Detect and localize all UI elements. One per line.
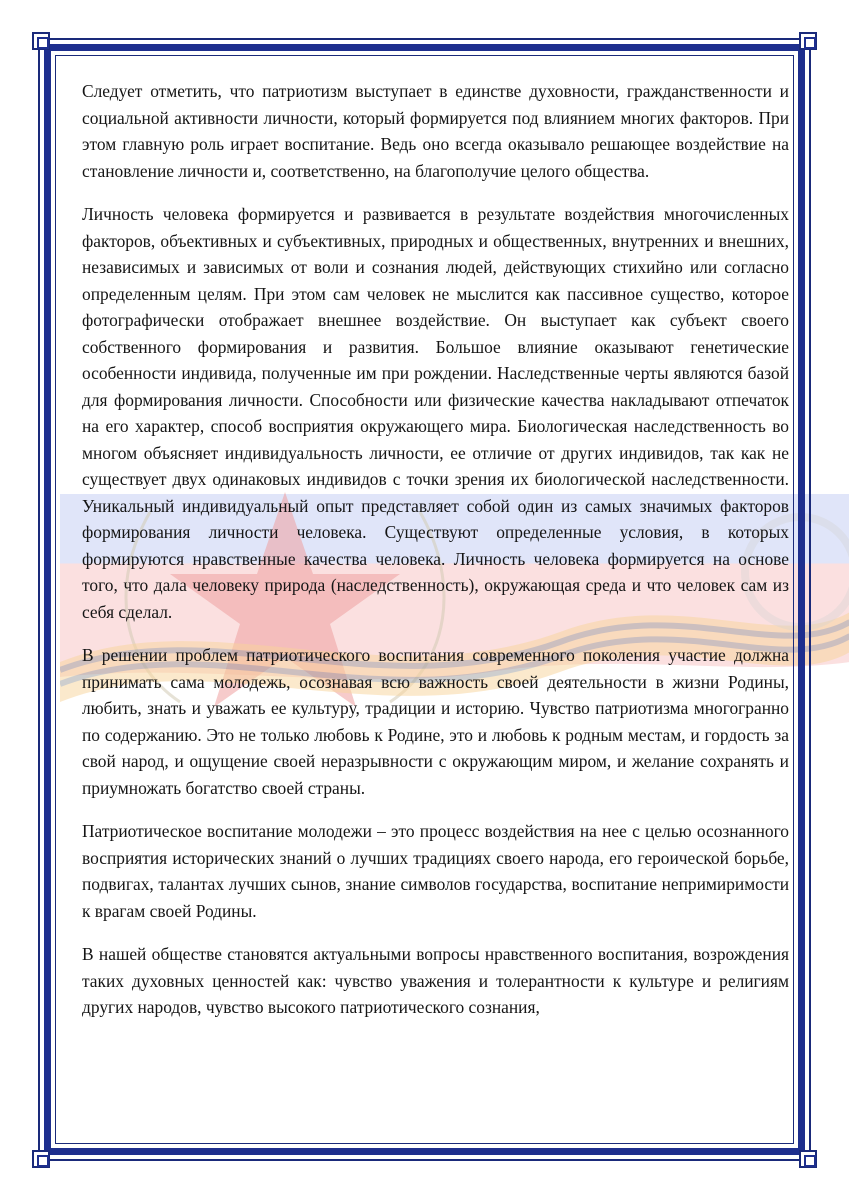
- frame-corner-ornament-icon: [32, 1150, 50, 1168]
- paragraph-5: В нашей обществе становятся актуальными вопросы нравственного воспитания, возрождения таких духовных ценностей как: чувство уважения и толерантности к культуре и религиям других народов, чувство высокого патриотического сознания,: [82, 944, 789, 1017]
- paragraph-3: В решении проблем патриотического воспитания современного поколения участие должна принимать сама молодежь, осознавая всю важность своей деятельности в жизни Родины, любить, знать и уважать ее культуру, традиции и историю. Чувство патриотизма многогранно по содержанию. Это не только любовь к Родине, это и любовь к родным местам, и гордость за свой народ, и ощущение своей неразрывности с окружающим миром, и желание сохранять и приумножать богатство своей страны.: [82, 645, 789, 798]
- paragraph-4: Патриотическое воспитание молодежи – это процесс воздействия на нее с целью осознанного восприятия исторических знаний о лучших традициях своего народа, его героической борьбе, подвигах, талантах лучших сынов, знание символов государства, воспитание непримиримости к врагам своей Родины.: [82, 821, 789, 921]
- frame-corner-ornament-icon: [32, 32, 50, 50]
- frame-corner-ornament-icon: [799, 1150, 817, 1168]
- paragraph-2: Личность человека формируется и развивается в результате воздействия многочисленных факторов, объективных и субъективных, природных и общественных, внутренних и внешних, независимых и зависимых от воли и сознания людей, действующих стихийно или согласно определенным целям. При этом сам человек не мыслится как пассивное существо, которое фотографически отображает внешнее воздействие. Он выступает как субъект своего собственного формирования и развития. Большое влияние оказывают генетические особенности индивида, полученные им при рождении. Наследственные черты являются базой для формирования личности. Способности или физические качества накладывают отпечаток на его характер, способ восприятия окружающего мира. Биологическая наследственность во многом объясняет индивидуальность личности, ее отличие от других индивидов, так как не существует двух одинаковых индивидов с точки зрения их биологической наследственности. Уникальный индивидуальный опыт представляет собой один из самых значимых факторов формирования личности человека. Существуют определенные условия, в которых формируются нравственные качества человека. Личность человека формируется на основе того, что дала человеку природа (наследственность), окружающая среда и что человек сам из себя сделал.: [82, 204, 789, 622]
- frame-corner-ornament-icon: [799, 32, 817, 50]
- paragraph-1: Следует отметить, что патриотизм выступает в единстве духовности, гражданственности и социальной активности личности, который формируется под влиянием многих факторов. При этом главную роль играет воспитание. Ведь оно всегда оказывало решающее воздействие на становление личности и, соответственно, на благополучие целого общества.: [82, 81, 789, 181]
- document-body: [82, 78, 789, 1038]
